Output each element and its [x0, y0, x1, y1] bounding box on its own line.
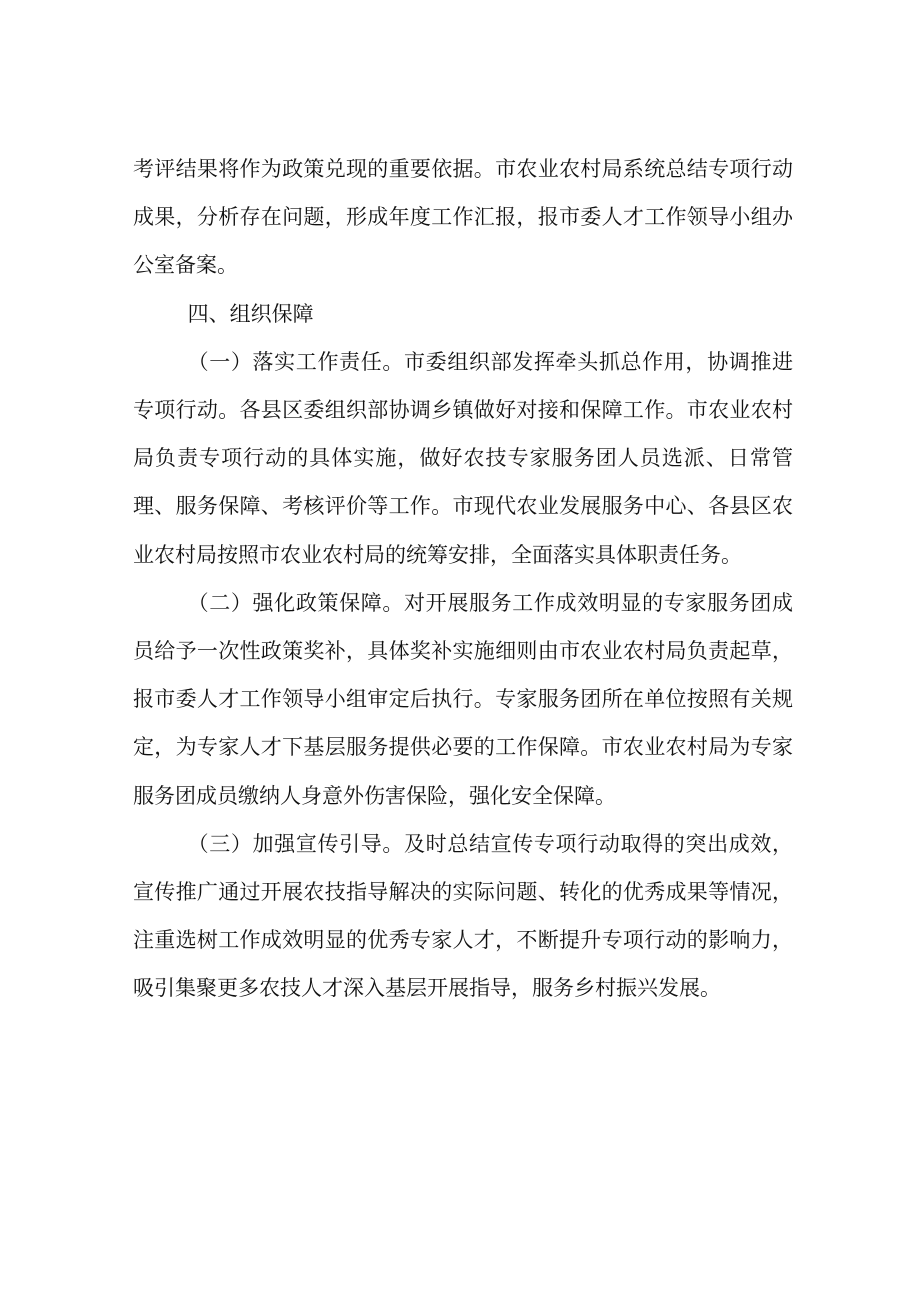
paragraph-policy-support: （二）强化政策保障。对开展服务工作成效明显的专家服务团成员给予一次性政策奖补，具体奖补实施细则由市农业农村局负责起草，报市委人才工作领导小组审定后执行。专家服务团所在单位按照有关规定，为专家人才下基层服务提供必要的工作保障。市农业农村局为专家服务团成员缴纳人身意外伤害保险，强化安全保障。 — [133, 590, 793, 808]
paragraph-publicity: （三）加强宣传引导。及时总结宣传专项行动取得的突出成效，宣传推广通过开展农技指导解决的实际问题、转化的优秀成果等情况，注重选树工作成效明显的优秀专家人才，不断提升专项行动的影响力，吸引集聚更多农技人才深入基层开展指导，服务乡村振兴发展。 — [133, 831, 793, 1001]
section-heading: 四、组织保障 — [187, 301, 314, 326]
paragraph-work-responsibility: （一）落实工作责任。市委组织部发挥牵头抓总作用，协调推进专项行动。各县区委组织部协调乡镇做好对接和保障工作。市农业农村局负责专项行动的具体实施，做好农技专家服务团人员选派、日常管理、服务保障、考核评价等工作。市现代农业发展服务中心、各县区农业农村局按照市农业农村局的统筹安排，全面落实具体职责任务。 — [133, 349, 793, 567]
document-body — [133, 145, 793, 1013]
paragraph-continuation: 考评结果将作为政策兑现的重要依据。市农业农村局系统总结专项行动成果，分析存在问题，形成年度工作汇报，报市委人才工作领导小组办公室备案。 — [133, 157, 793, 278]
